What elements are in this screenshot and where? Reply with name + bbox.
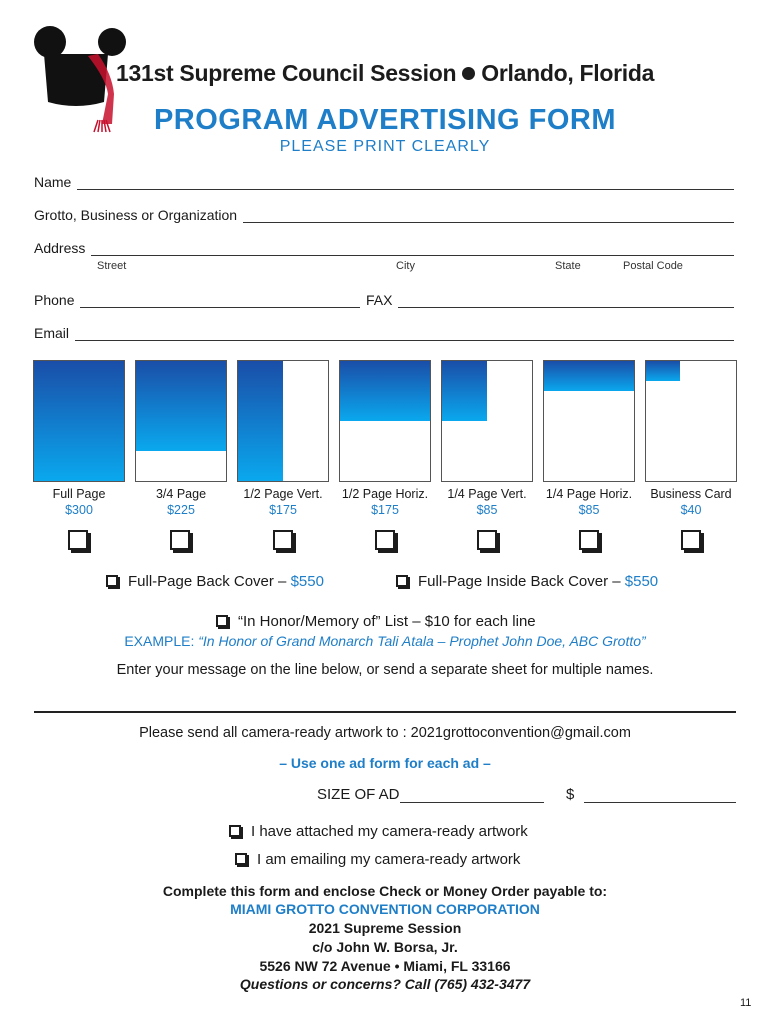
grotto-field[interactable]: Grotto, Business or Organization — [34, 207, 734, 223]
ad-label: Full Page $300 — [52, 487, 106, 517]
contact-phone: Questions or concerns? Call (765) 432-3477 — [239, 976, 531, 992]
fax-field[interactable]: FAX — [366, 292, 734, 308]
care-of: c/o John W. Borsa, Jr. — [312, 939, 458, 955]
name-field[interactable]: Name — [34, 174, 734, 190]
ad-label: Business Card $40 — [650, 487, 732, 517]
checkbox-artwork-emailing[interactable] — [235, 853, 247, 865]
postal-code-label: Postal Code — [623, 260, 683, 272]
honor-example: EXAMPLE: “In Honor of Grand Monarch Tali Atala – Prophet John Doe, ABC Grotto” — [124, 633, 646, 649]
checkbox-quarter-page-vertical[interactable] — [477, 530, 497, 550]
artwork-send-instructions: Please send all camera-ready artwork to : 2021grottoconvention@gmail.com — [139, 725, 631, 741]
ad-diagram-half-vertical — [237, 360, 329, 482]
ad-diagram-full-page — [33, 360, 125, 482]
ad-diagram-three-quarter — [135, 360, 227, 482]
artwork-attached-option[interactable]: I have attached my camera-ready artwork — [229, 823, 528, 840]
page-number: 11 — [740, 997, 752, 1009]
checkbox-three-quarter-page[interactable] — [170, 530, 190, 550]
ad-diagram-half-horizontal — [339, 360, 431, 482]
mailing-address: 5526 NW 72 Avenue • Miami, FL 33166 — [259, 958, 511, 974]
ad-label: 1/2 Page Vert. $175 — [243, 487, 323, 517]
ad-label: 1/2 Page Horiz. $175 — [341, 487, 429, 517]
address-field[interactable]: Address — [34, 240, 734, 256]
inside-back-cover-option[interactable]: Full-Page Inside Back Cover – $550 — [396, 573, 658, 590]
checkbox-full-page[interactable] — [68, 530, 88, 550]
payee-name: MIAMI GROTTO CONVENTION CORPORATION — [230, 901, 540, 917]
page-title: 131st Supreme Council Session Orlando, Florida — [116, 60, 655, 86]
honor-message-line[interactable] — [34, 711, 736, 713]
checkbox-quarter-page-horizontal[interactable] — [579, 530, 599, 550]
one-form-note: – Use one ad form for each ad – — [279, 755, 491, 771]
checkbox-half-page-vertical[interactable] — [273, 530, 293, 550]
ad-price-field[interactable]: $ — [566, 786, 736, 803]
ad-diagram-quarter-horizontal — [543, 360, 635, 482]
ad-label: 3/4 Page $225 — [155, 487, 207, 517]
checkbox-artwork-attached[interactable] — [229, 825, 241, 837]
bullet-dot-icon — [462, 67, 475, 80]
email-field[interactable]: Email — [34, 325, 734, 341]
ad-label: 1/4 Page Horiz. $85 — [545, 487, 633, 517]
checkbox-half-page-horizontal[interactable] — [375, 530, 395, 550]
state-label: State — [555, 260, 581, 272]
ad-diagram-business-card — [645, 360, 737, 482]
back-cover-option[interactable]: Full-Page Back Cover – $550 — [106, 573, 324, 590]
city-label: City — [396, 260, 415, 272]
ad-diagram-quarter-vertical — [441, 360, 533, 482]
artwork-emailing-option[interactable]: I am emailing my camera-ready artwork — [235, 851, 520, 868]
payment-instructions: Complete this form and enclose Check or Money Order payable to: — [162, 883, 608, 899]
session-name: 2021 Supreme Session — [308, 920, 462, 936]
honor-list-option[interactable]: “In Honor/Memory of” List – $10 for each line — [216, 613, 536, 630]
phone-field[interactable]: Phone — [34, 292, 360, 308]
checkbox-honor-list[interactable] — [216, 615, 228, 627]
honor-instructions: Enter your message on the line below, or send a separate sheet for multiple names. — [116, 662, 654, 678]
ad-label: 1/4 Page Vert. $85 — [447, 487, 527, 517]
size-of-ad-field[interactable]: SIZE OF AD — [317, 786, 544, 803]
checkbox-back-cover[interactable] — [106, 575, 118, 587]
form-subtitle: PLEASE PRINT CLEARLY — [279, 138, 491, 155]
checkbox-business-card[interactable] — [681, 530, 701, 550]
checkbox-inside-back-cover[interactable] — [396, 575, 408, 587]
form-title: PROGRAM ADVERTISING FORM — [153, 104, 617, 136]
street-label: Street — [97, 260, 127, 272]
